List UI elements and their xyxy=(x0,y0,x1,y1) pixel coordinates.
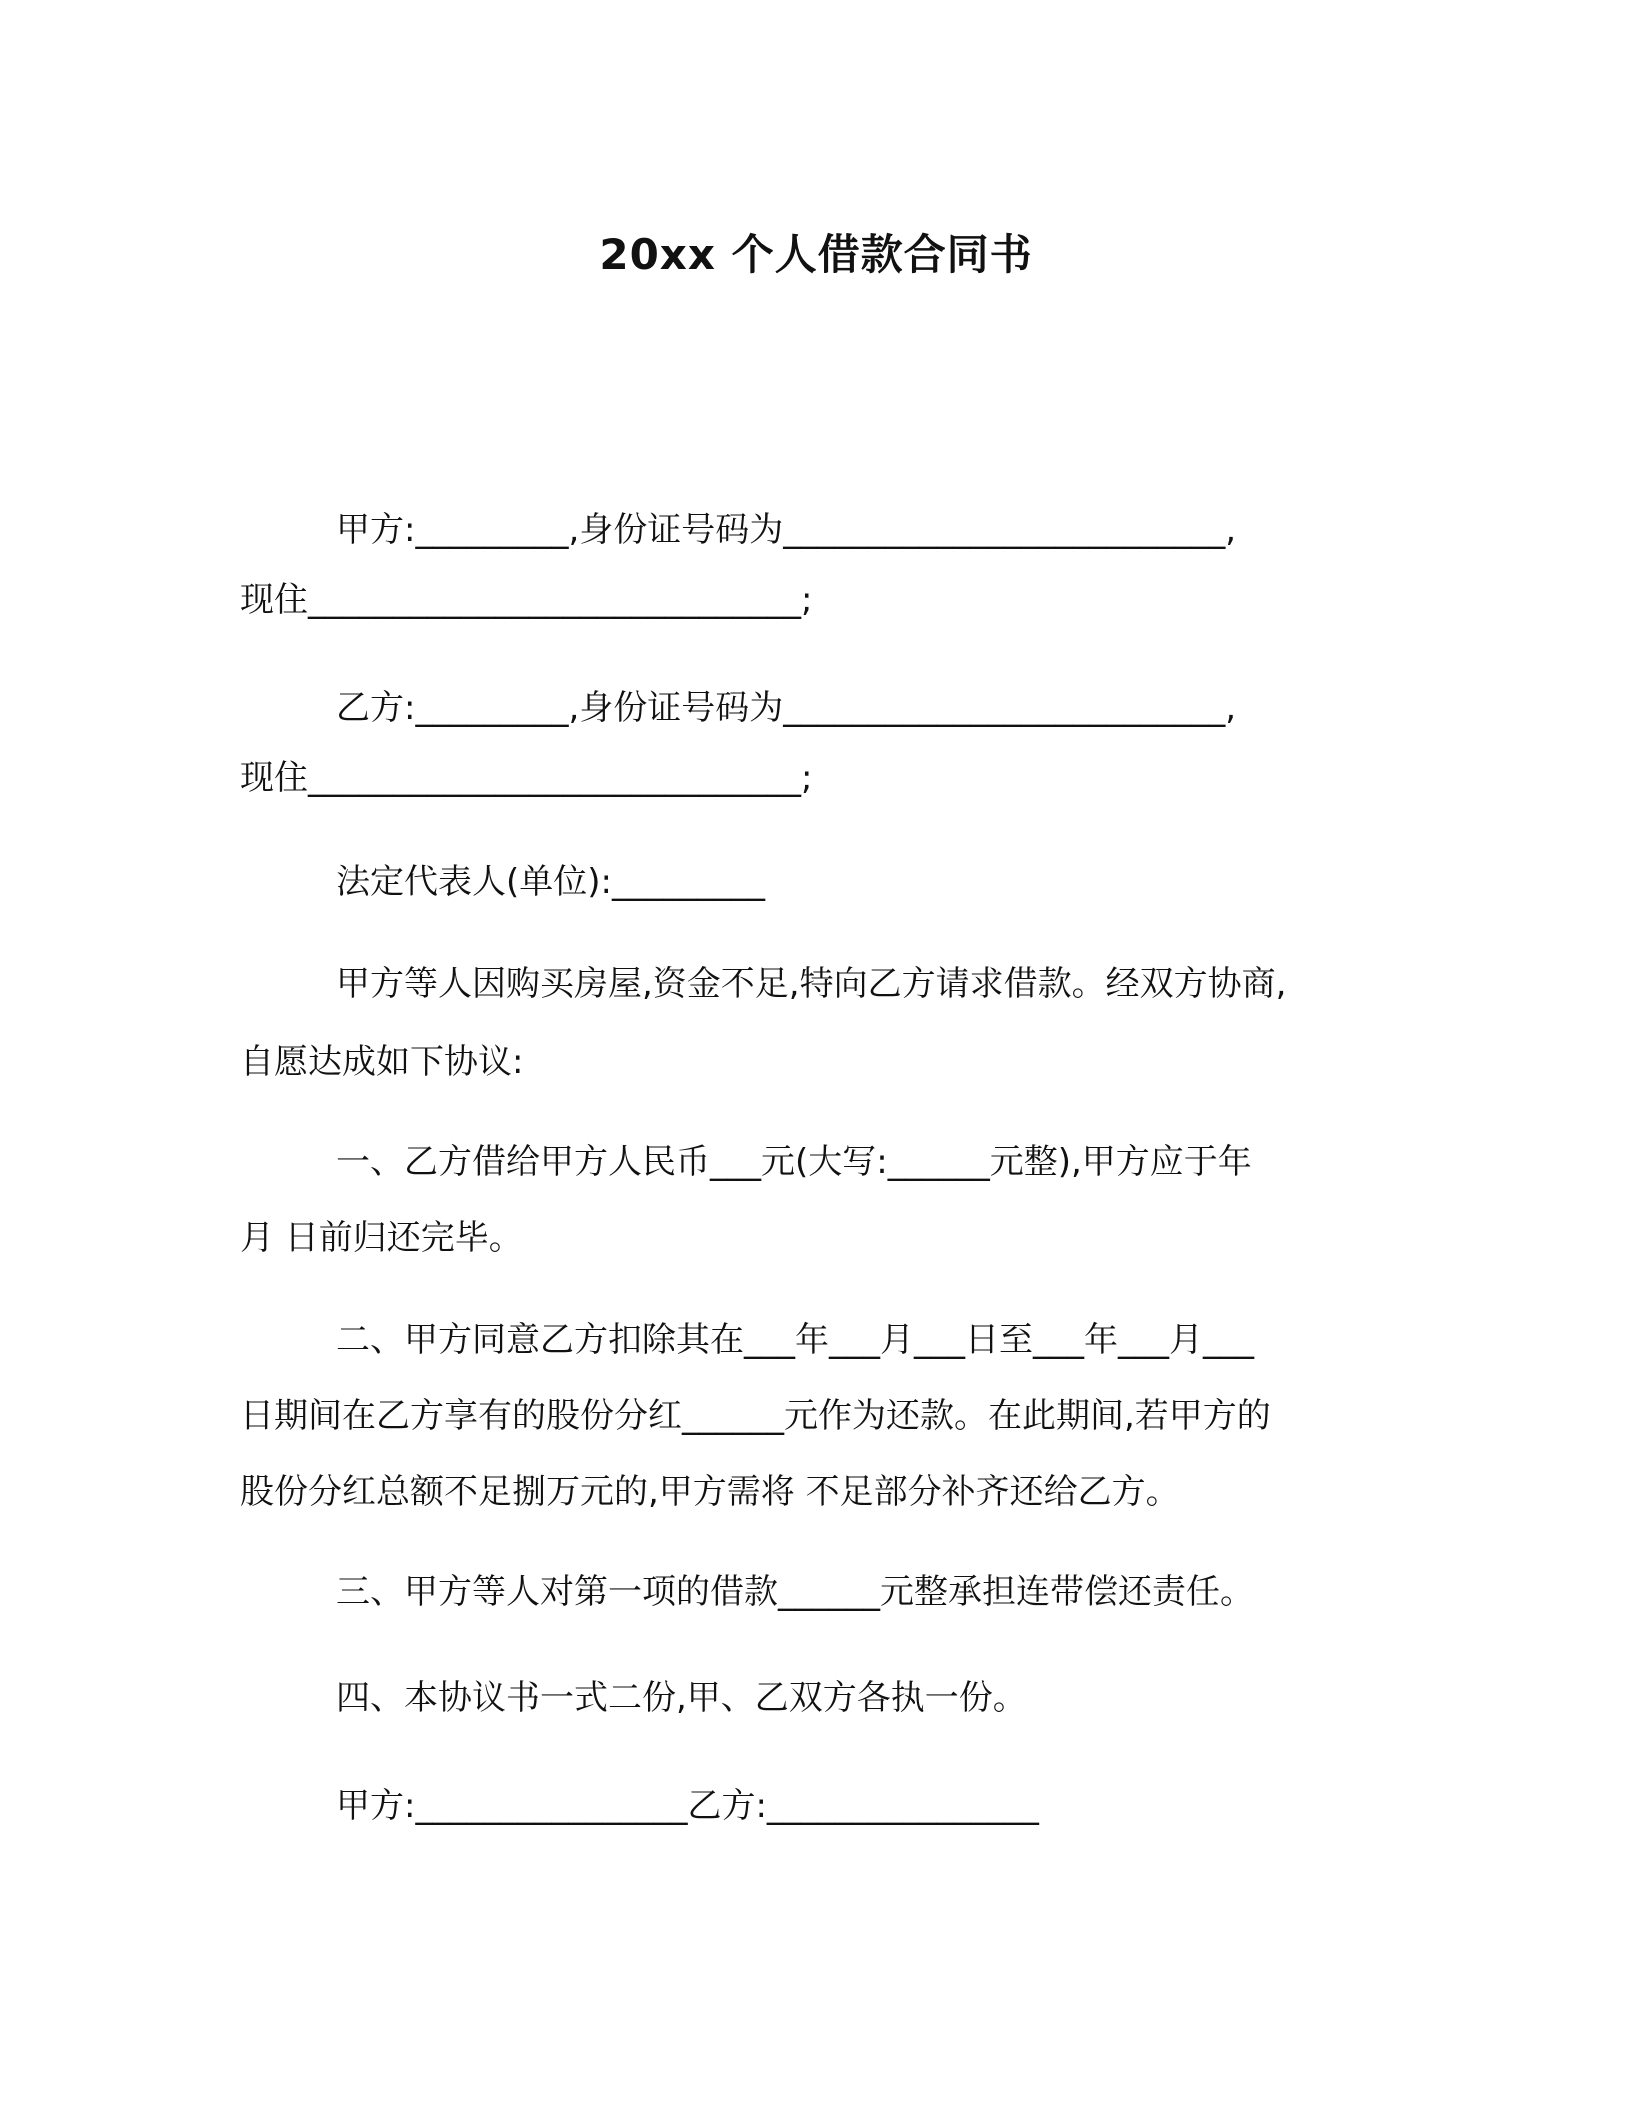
signature-line: 甲方:________________乙方:________________ xyxy=(336,1786,1039,1826)
clause-1-line-2: 月 日前归还完毕。 xyxy=(240,1218,523,1258)
party-a-line: 甲方:_________,身份证号码为__________________________, xyxy=(336,510,1237,550)
preamble-line-2: 自愿达成如下协议: xyxy=(240,1042,524,1082)
party-b-address-line: 现住_____________________________; xyxy=(240,758,813,798)
clause-3-line: 三、甲方等人对第一项的借款______元整承担连带偿还责任。 xyxy=(336,1572,1254,1612)
clause-2-line-3: 股份分红总额不足捌万元的,甲方需将 不足部分补齐还给乙方。 xyxy=(240,1472,1180,1512)
party-b-line: 乙方:_________,身份证号码为__________________________, xyxy=(336,688,1237,728)
party-a-address-line: 现住_____________________________; xyxy=(240,580,813,620)
clause-1-line-1: 一、乙方借给甲方人民币___元(大写:______元整),甲方应于年 xyxy=(336,1142,1252,1182)
clause-2-line-1: 二、甲方同意乙方扣除其在___年___月___日至___年___月___ xyxy=(336,1320,1254,1360)
clause-2-line-2: 日期间在乙方享有的股份分红______元作为还款。在此期间,若甲方的 xyxy=(240,1396,1271,1436)
document-title: 20xx 个人借款合同书 xyxy=(599,230,1033,279)
legal-representative-line: 法定代表人(单位):_________ xyxy=(336,862,765,902)
preamble-line-1: 甲方等人因购买房屋,资金不足,特向乙方请求借款。经双方协商, xyxy=(336,964,1287,1004)
clause-4-line: 四、本协议书一式二份,甲、乙双方各执一份。 xyxy=(336,1678,1027,1718)
